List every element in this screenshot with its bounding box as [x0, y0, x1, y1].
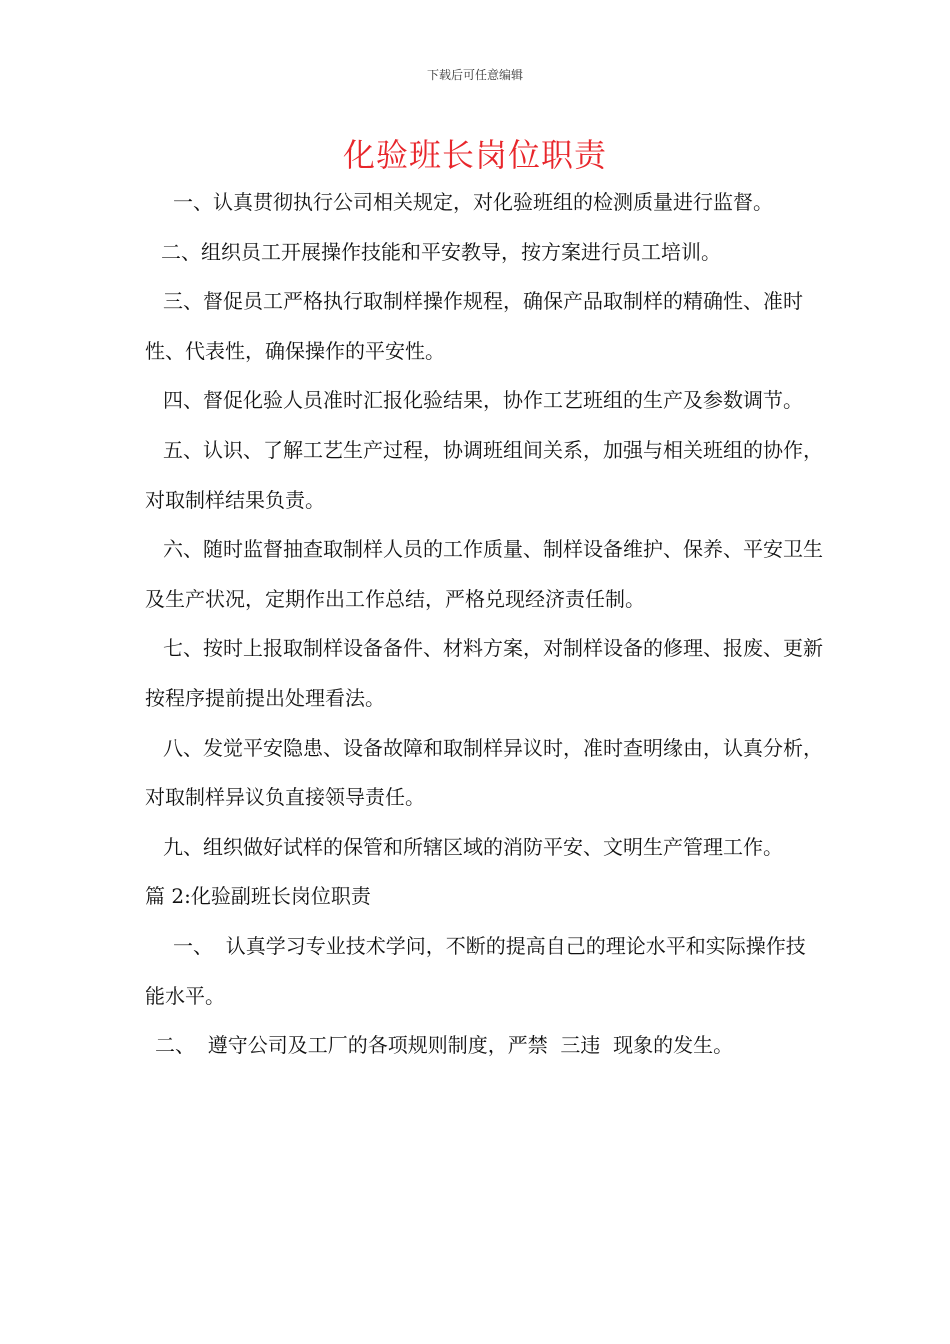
download-note: 下载后可任意编辑 [426, 68, 523, 82]
duty-paragraph-9: 九、组织做好试样的保管和所辖区域的消防平安、文明生产管理工作。 [163, 834, 783, 859]
document-title: 化验班长岗位职责 [342, 136, 607, 174]
duty-paragraph-7: 七、按时上报取制样设备备件、材料方案，对制样设备的修理、报废、更新按程序提前提出处理看法。 [145, 636, 823, 710]
section-2-paragraph-1: 一、 认真学习专业技术学问，不断的提高自己的理论水平和实际操作技能水平。 [145, 933, 806, 1008]
duty-paragraph-4: 四、督促化验人员准时汇报化验结果，协作工艺班组的生产及参数调节。 [163, 388, 803, 413]
duty-paragraph-6: 六、随时监督抽查取制样人员的工作质量、制样设备维护、保养、平安卫生及生产状况，定期作出工作总结，严格兑现经济责任制。 [145, 537, 823, 611]
section-2-heading: 篇 2:化验副班长岗位职责 [145, 884, 371, 909]
duty-paragraph-8: 八、发觉平安隐患、设备故障和取制样异议时，准时查明缘由，认真分析，对取制样异议负直接领导责任。 [145, 735, 823, 810]
duty-paragraph-5: 五、认识、了解工艺生产过程，协调班组间关系，加强与相关班组的协作，对取制样结果负责。 [145, 437, 823, 512]
duty-paragraph-2: 二、组织员工开展操作技能和平安教导，按方案进行员工培训。 [161, 239, 721, 264]
duty-paragraph-1: 一、认真贯彻执行公司相关规定，对化验班组的检测质量进行监督。 [173, 190, 773, 214]
section-2-paragraph-2: 二、 遵守公司及工厂的各项规则制度，严禁 三违 现象的发生。 [155, 1033, 734, 1058]
document-body [145, 178, 825, 1071]
duty-paragraph-3: 三、督促员工严格执行取制样操作规程，确保产品取制样的精确性、准时性、代表性，确保操作的平安性。 [145, 289, 803, 363]
